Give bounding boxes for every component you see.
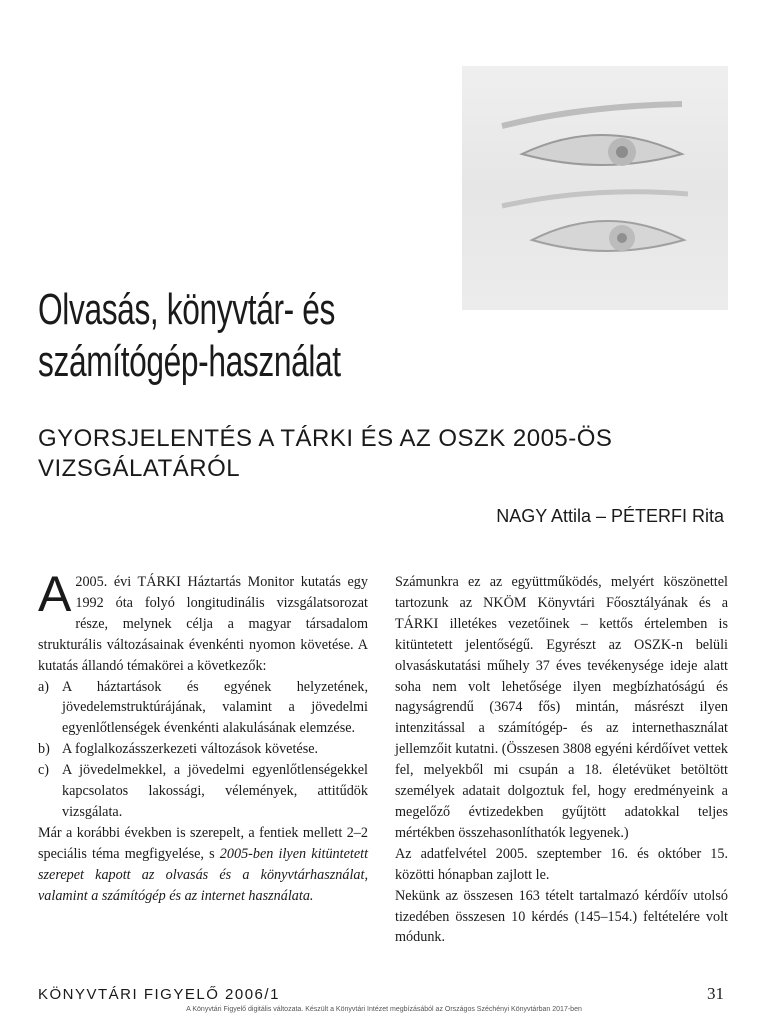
list-item [38, 739, 368, 760]
paragraph-questionnaire: Nekünk az összesen 163 tételt tartalmazó kérdőív utolsó tizedében összesen 10 kérdés (145–154.) feltételére volt módunk. [395, 887, 728, 946]
list-marker: c) [38, 762, 50, 779]
eyes-icon [462, 66, 728, 310]
paragraph-cooperation: Számunkra ez az együttműködés, melyért köszönettel tartozunk az NKÖM Könyvtári Főosztályának és a TÁRKI illetékes vezetőinek – kettős értelemben is kitüntetett jelentőségű. Egyrészt az OSZK-n belüli olvasáskutatási műhely 37 éves tevékenysége ideje alatt soha nem volt lehetősége ilyen megbízhatóságú és nagyságrendű (3674 fős) mintán, másrészt ilyen intenzitással a számítógép- és az internethasználat jellemzőit kutatni. (Összesen 3808 egyéni kérdőívet vettek fel, melyekből mi csupán a 18. életévüket betöltött személyek adatait dolgoztuk fel, hogy eredményeink a megelőző évtizedekben gyűjtött adatokkal teljes mértékben összehasonlíthatók legyenek.) [395, 574, 728, 841]
page-number: 31 [707, 984, 724, 1003]
journal-name: KÖNYVTÁRI FIGYELŐ 2006/1 [38, 986, 280, 1003]
list-item [38, 677, 368, 740]
list-item-text: A jövedelmekkel, a jövedelmi egyenlőtlenségekkel kapcsolatos lakossági, vélemények, attitűdök vizsgálata. [62, 762, 368, 820]
list-marker: b) [38, 741, 50, 758]
eyes-illustration [462, 66, 728, 310]
digitization-credit: A Könyvtári Figyelő digitális változata. Készült a Könyvtári Intézet megbízásából az Országos Széchényi Könyvtárban 2017-ben [186, 1006, 582, 1013]
closing-italic-text: 2005-ben ilyen kitüntetett szerepet kapott az olvasás és a könyvtárhasználat, valamint a számítógép és az internet használata. [38, 845, 369, 904]
closing-text: Már a korábbi években is szerepelt, a fentiek mellett 2–2 speciális téma megfigyelése, s [38, 824, 368, 862]
list-item [38, 760, 368, 823]
topic-list [38, 677, 368, 823]
list-marker: a) [38, 678, 50, 695]
intro-paragraph [38, 566, 368, 677]
list-item-text: A háztartások és egyének helyzetének, jövedelemstruktúrájának, valamint a jövedelmi egyenlőtlenségek évenkénti alakulásának elemzése. [62, 678, 368, 737]
closing-paragraph [38, 823, 368, 907]
drop-cap: A [38, 566, 72, 622]
article-title [38, 284, 341, 388]
article-subtitle: GYORSJELENTÉS A TÁRKI ÉS AZ OSZK 2005-ÖS VIZSGÁLATÁRÓL [38, 425, 613, 482]
right-column [395, 572, 728, 948]
intro-text: 2005. évi TÁRKI Háztartás Monitor kutatás egy 1992 óta folyó longitudinális vizsgálatsorozat része, melynek célja a magyar társadalom strukturális változásainak évenkénti nyomon követése. A kutatás állandó témakörei a következők: [38, 574, 368, 674]
paragraph-data-collection: Az adatfelvétel 2005. szeptember 16. és október 15. közötti hónapban zajlott le. [395, 845, 728, 883]
article-authors: NAGY Attila – PÉTERFI Rita [496, 506, 724, 526]
left-column [38, 566, 369, 907]
title-line-1: Olvasás, könyvtár- és [38, 285, 336, 334]
list-item-text: A foglalkozásszerkezeti változások követése. [62, 741, 319, 758]
title-line-2: számítógép-használat [38, 337, 341, 386]
